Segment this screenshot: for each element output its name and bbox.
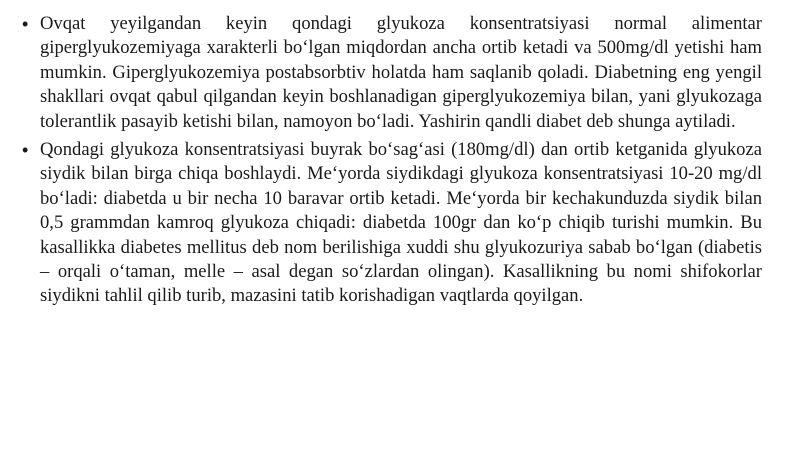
bullet-list: [22, 12, 762, 313]
bullet-text: Ovqat yeyilgandan keyin qondagi glyukoza konsentratsiyasi normal alimentar giperglyukozemiyaga xarakterli bo‘lgan miqdordan ancha ortib ketadi va 500mg/dl yetishi ham mumkin. Giperglyukozemiya postabsorbtiv holatda ham saqlanib qoladi. Diabetning eng yengil shakllari ovqat qabul qilgandan keyin boshlanadigan giperglyukozemiya bilan, yani glyukozaga tolerantlik pasayib ketishi bilan, namoyon bo‘ladi. Yashirin qandli diabet deb shunga aytiladi.: [40, 13, 762, 132]
bullet-icon: •: [22, 14, 29, 34]
bullet-item-1: [22, 12, 762, 134]
bullet-icon: •: [22, 140, 29, 161]
bullet-text: Qondagi glyukoza konsentratsiyasi buyrak bo‘sag‘asi (180mg/dl) dan ortib ketganida glyukoza siydik bilan birga chiqa boshlaydi. Me‘yorda siydikdagi glyukoza konsentratsiyasi 10-20 mg/dl bo‘ladi: diabetda u bir necha 10 baravar ortib ketadi. Me‘yorda bir kechakunduzda siydik bilan 0,5 grammdan kamroq glyukoza chiqadi: diabetda 100gr dan ko‘p chiqib turishi mumkin. Bu kasallikka diabetes mellitus deb nom berilishiga xuddi shu glyukozuriya sabab bo‘lgan (diabetis – orqali o‘taman, melle – asal degan so‘zlardan olingan). Kasallikning bu nomi shifokorlar siydikni tahlil qilib turib, mazasini tatib korishadigan vaqtlarda qoyilgan.: [40, 139, 762, 307]
bullet-item-2: [22, 138, 762, 309]
